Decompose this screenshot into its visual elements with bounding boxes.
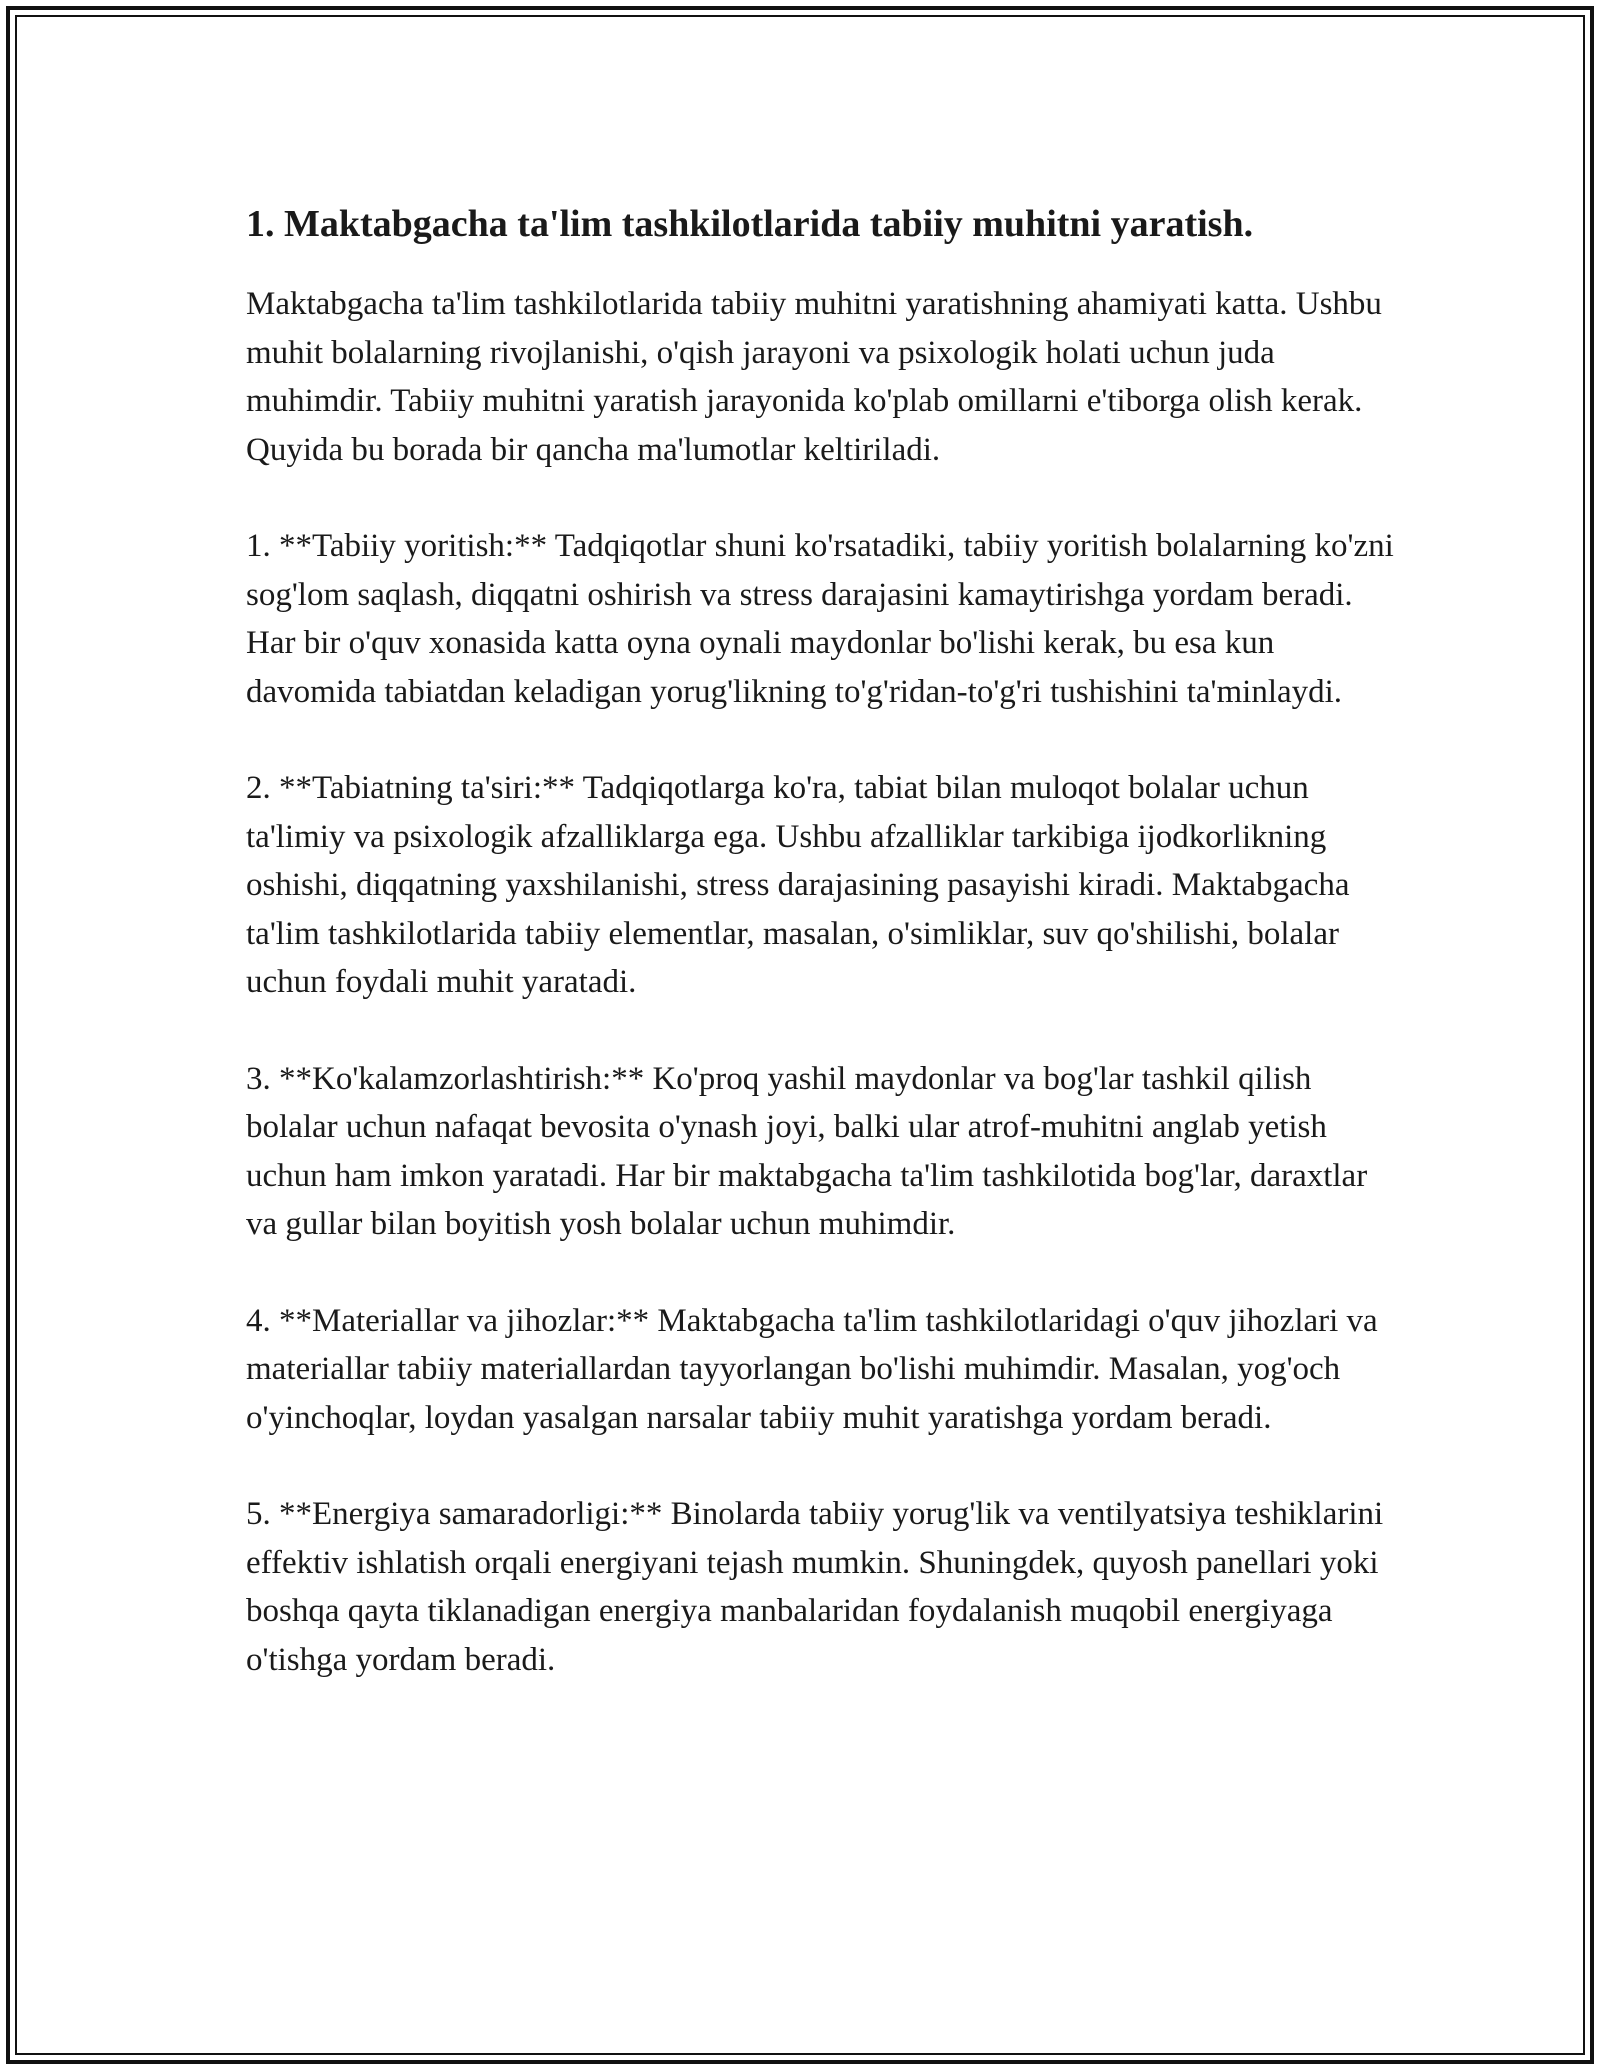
intro-paragraph: Maktabgacha ta'lim tashkilotlarida tabiiy muhitni yaratishning ahamiyati katta. Ushbu muhit bolalarning rivojlanishi, o'qish jarayoni va psixologik holati uchun juda muhimdir. Tabiiy muhitni yaratish jarayonida ko'plab omillarni e'tiborga olish kerak. Quyida bu borada bir qancha ma'lumotlar keltiriladi. bbox=[246, 286, 1382, 468]
document-content bbox=[246, 196, 1396, 1732]
section-materials-equipment: 4. **Materiallar va jihozlar:** Maktabgacha ta'lim tashkilotlaridagi o'quv jihozlari va materiallar tabiiy materiallardan tayyorlangan bo'lishi muhimdir. Masalan, yog'och o'yinchoqlar, loydan yasalgan narsalar tabiiy muhit yaratishga yordam beradi. bbox=[246, 1302, 1378, 1436]
document-title: 1. Maktabgacha ta'lim tashkilotlarida tabiiy muhitni yaratish. bbox=[246, 203, 1254, 245]
section-greening: 3. **Ko'kalamzorlashtirish:** Ko'proq yashil maydonlar va bog'lar tashkil qilish bolalar uchun nafaqat bevosita o'ynash joyi, balki ular atrof-muhitni anglab yetish uchun ham imkon yaratadi. Har bir maktabgacha ta'lim tashkilotida bog'lar, daraxtlar va gullar bilan boyitish yosh bolalar uchun muhimdir. bbox=[246, 1060, 1368, 1242]
section-nature-influence: 2. **Tabiatning ta'siri:** Tadqiqotlarga ko'ra, tabiat bilan muloqot bolalar uchun ta'limiy va psixologik afzalliklarga ega. Ushbu afzalliklar tarkibiga ijodkorlikning oshishi, diqqatning yaxshilanishi, stress darajasining pasayishi kiradi. Maktabgacha ta'lim tashkilotlarida tabiiy elementlar, masalan, o'simliklar, suv qo'shilishi, bolalar uchun foydali muhit yaratadi. bbox=[246, 770, 1350, 1000]
section-natural-lighting: 1. **Tabiiy yoritish:** Tadqiqotlar shuni ko'rsatadiki, tabiiy yoritish bolalarning ko'zni sog'lom saqlash, diqqatni oshirish va stress darajasini kamaytirishga yordam beradi. Har bir o'quv xonasida katta oyna oynali maydonlar bo'lishi kerak, bu esa kun davomida tabiatdan keladigan yorug'likning to'g'ridan-to'g'ri tushishini ta'minlaydi. bbox=[246, 528, 1394, 710]
section-energy-efficiency: 5. **Energiya samaradorligi:** Binolarda tabiiy yorug'lik va ventilyatsiya teshiklarini effektiv ishlatish orqali energiyani tejash mumkin. Shuningdek, quyosh panellari yoki boshqa qayta tiklanadigan energiya manbalaridan foydalanish muqobil energiyaga o'tishga yordam beradi. bbox=[246, 1496, 1384, 1678]
page-frame bbox=[6, 6, 1594, 2064]
